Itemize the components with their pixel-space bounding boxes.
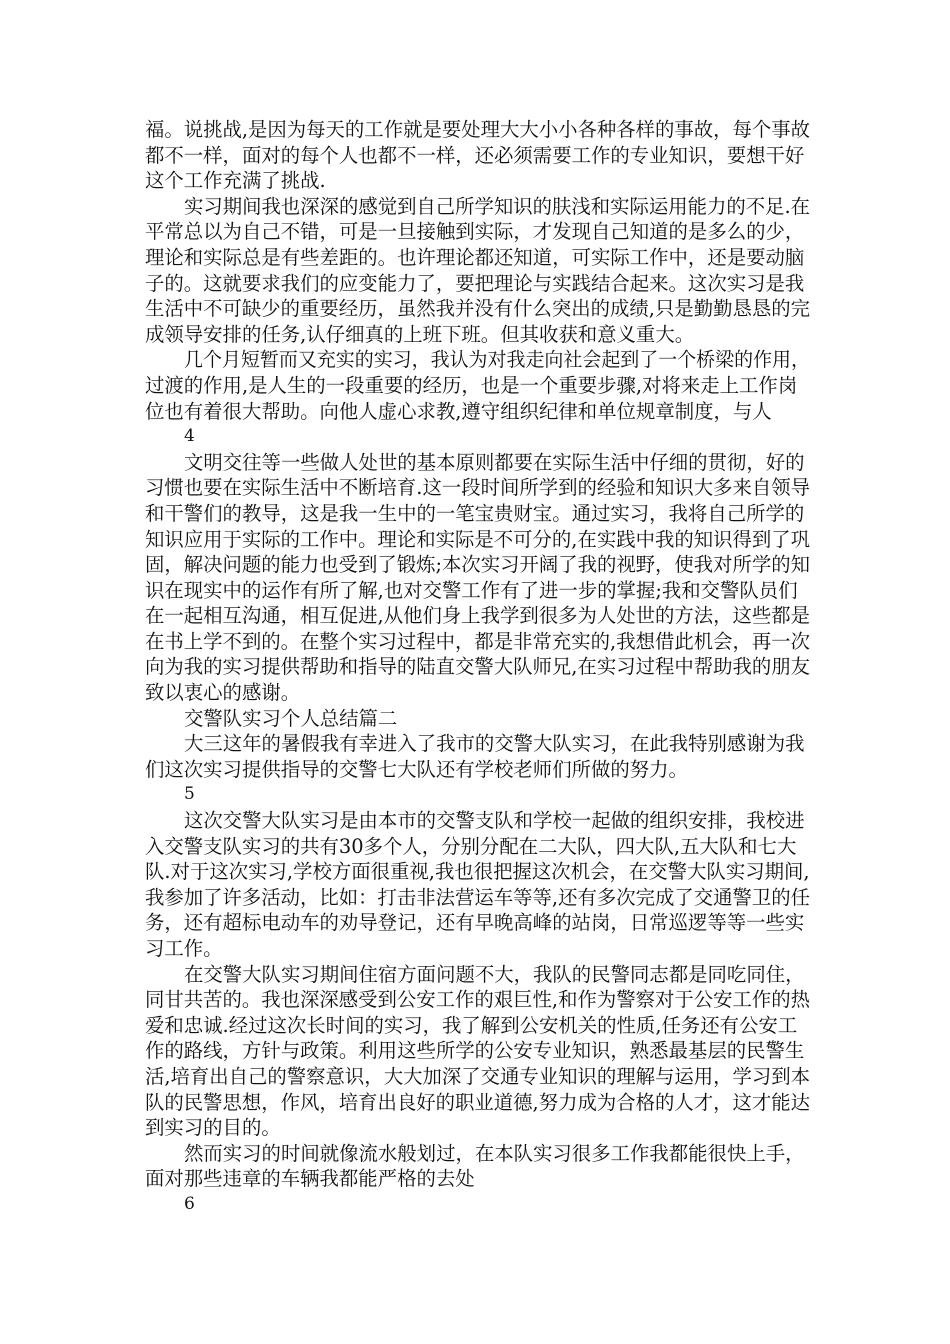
text-line: 习惯也要在实际生活中不断培育.这一段时间所学到的经验和知识大多来自领导	[145, 476, 810, 500]
text-line: 习工作。	[145, 937, 223, 960]
text-line: 过渡的作用,是人生的一段重要的经历，也是一个重要步骤,对将来走上工作岗	[145, 373, 798, 397]
text-line: 平常总以为自己不错，可是一旦接触到实际，才发现自己知道的是多么的少，	[145, 220, 805, 244]
text-line: 位也有着很大帮助。向他人虚心求教,遵守组织纪律和单位规章制度，与人	[145, 399, 772, 423]
text-line: 同甘共苦的。我也深深感受到公安工作的艰巨性,和作为警察对于公安工作的热	[145, 988, 810, 1012]
text-line: 生活中不可缺少的重要经历，虽然我并没有什么突出的成绩,只是勤勤恳恳的完	[145, 297, 810, 321]
text-line: 入交警支队实习的共有30多个人，分别分配在二大队，四大队,五大队和七大	[145, 834, 797, 858]
text-line: 队.对于这次实习,学校方面很重视,我也很把握这次机会，在交警大队实习期间,	[145, 860, 810, 884]
text-line: 们这次实习提供指导的交警七大队还有学校老师们所做的努力。	[145, 757, 688, 781]
document-body	[145, 117, 810, 1218]
paragraph-first-line: 实习期间我也深深的感觉到自己所学知识的肤浅和实际运用能力的不足.在	[184, 194, 810, 218]
page-number: 5	[184, 784, 195, 805]
text-line: 到实习的目的。	[145, 1116, 281, 1140]
text-line: 在一起相互沟通，相互促进,从他们身上我学到很多为人处世的方法，这些都是	[145, 604, 810, 628]
text-line: 向为我的实习提供帮助和指导的陆直交警大队师兄,在实习过程中帮助我的朋友	[145, 655, 810, 679]
text-line: 理论和实际总是有些差距的。也许理论都还知道，可实际工作中，还是要动脑	[145, 245, 805, 269]
text-line: 我参加了许多活动，比如：打击非法营运车等等,还有多次完成了交通警卫的任	[145, 885, 810, 909]
paragraph-first-line: 大三这年的暑假我有幸进入了我市的交警大队实习，在此我特别感谢为我	[184, 732, 805, 756]
text-line: 和干警们的教导，这是我一生中的一笔宝贵财宝。通过实习，我将自己所学的	[145, 501, 805, 525]
text-line: 子的。这就要求我们的应变能力了，要把理论与实践结合起来。这次实习是我	[145, 271, 805, 295]
text-line: 识在现实中的运作有所了解,也对交警工作有了进一步的掌握;我和交警队员们	[145, 578, 798, 602]
paragraph-first-line: 这次交警大队实习是由本市的交警支队和学校一起做的组织安排，我校进	[184, 809, 805, 833]
paragraph-first-line: 然而实习的时间就像流水般划过，在本队实习很多工作我都能很快上手，	[184, 1141, 805, 1165]
text-line: 务，还有超标电动车的劝导登记，还有早晚高峰的站岗，日常巡逻等等一些实	[145, 911, 805, 935]
text-line: 队的民警思想，作风，培育出良好的职业道德,努力成为合格的人才，这才能达	[145, 1090, 810, 1114]
paragraph-first-line: 文明交往等一些做人处世的基本原则都要在实际生活中仔细的贯彻，好的	[184, 450, 805, 474]
page-number: 6	[184, 1193, 195, 1214]
text-line: 爱和忠诚.经过这次长时间的实习，我了解到公安机关的性质,任务还有公安工	[145, 1013, 798, 1037]
text-line: 面对那些违章的车辆我都能严格的去处	[145, 1167, 475, 1191]
text-line: 致以衷心的感谢。	[145, 681, 301, 705]
text-line: 都不一样，面对的每个人也都不一样，还必须需要工作的专业知识，要想干好	[145, 143, 805, 167]
text-line: 活,培育出自己的警察意识，大大加深了交通专业知识的理解与运用，学习到本	[145, 1064, 810, 1088]
text-line: 作的路线，方针与政策。利用这些所学的公安专业知识，熟悉最基层的民警生	[145, 1039, 805, 1063]
text-line: 福。说挑战,是因为每天的工作就是要处理大大小小各种各样的事故，每个事故	[145, 118, 810, 141]
text-line: 在书上学不到的。在整个实习过程中，都是非常充实的,我想借此机会，再一次	[145, 629, 810, 653]
page-number: 4	[184, 426, 195, 447]
text-line: 这个工作充满了挑战.	[145, 169, 326, 193]
text-line: 固，解决问题的能力也受到了锻炼;本次实习开阔了我的视野，使我对所学的知	[145, 553, 810, 577]
text-line: 成领导安排的任务,认仔细真的上班下班。但其收获和意义重大。	[145, 322, 695, 346]
section-heading: 交警队实习个人总结篇二	[184, 706, 398, 730]
text-line: 知识应用于实际的工作中。理论和实际是不可分的,在实践中我的知识得到了巩	[145, 527, 810, 551]
paragraph-first-line: 几个月短暂而又充实的实习，我认为对我走向社会起到了一个桥梁的作用，	[184, 348, 810, 372]
paragraph-first-line: 在交警大队实习期间住宿方面问题不大，我队的民警同志都是同吃同住，	[184, 962, 805, 986]
